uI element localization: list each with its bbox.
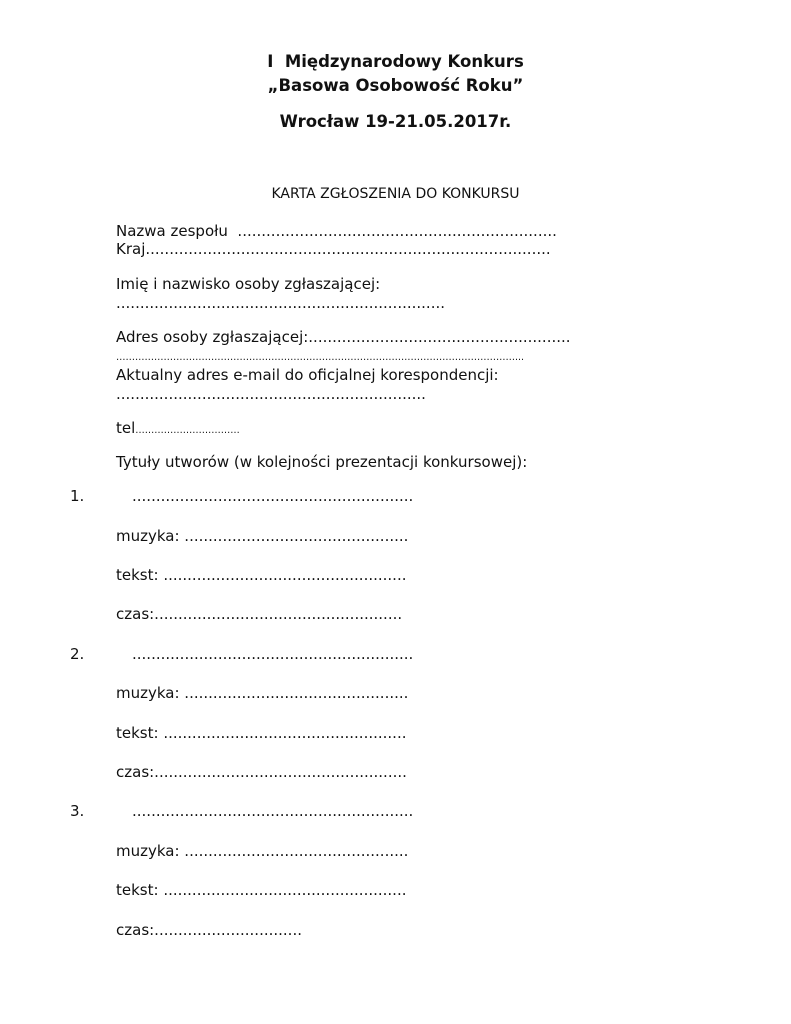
- phone-label: tel: [116, 419, 136, 437]
- phone-field: [116, 419, 240, 437]
- applicant-name-field: .....................................................................: [116, 294, 445, 312]
- work-1-title-field: ...........................................................: [132, 487, 414, 505]
- applicant-name-label: Imię i nazwisko osoby zgłaszającej:: [116, 275, 381, 293]
- work-1-time-field: czas:....................................................: [116, 605, 403, 623]
- work-3-time-field: czas:...............................: [116, 921, 302, 939]
- country-field: Kraj.....................................................................................: [116, 240, 551, 258]
- work-2-time-field: czas:.....................................................: [116, 763, 407, 781]
- work-2-title-field: ...........................................................: [132, 645, 414, 663]
- form-heading: KARTA ZGŁOSZENIA DO KONKURSU: [271, 186, 520, 202]
- work-1-lyrics-field: tekst: ...................................................: [116, 566, 407, 584]
- applicant-address-field: Adres osoby zgłaszającej:.......................................................: [116, 328, 571, 346]
- work-2-lyrics-field: tekst: ...................................................: [116, 724, 407, 742]
- applicant-address-line: ………………………………………………………………………………………………………………...: [116, 352, 525, 363]
- work-1-music-field: muzyka: ...............................................: [116, 527, 409, 545]
- work-2-music-field: muzyka: ...............................................: [116, 684, 409, 702]
- phone-value: ……………………………: [135, 425, 240, 436]
- work-2-number: 2.: [70, 645, 85, 663]
- band-name-field: Nazwa zespołu ...................................................................: [116, 222, 557, 240]
- work-3-number: 3.: [70, 802, 85, 820]
- email-field: .................................................................: [116, 385, 426, 403]
- works-titles-label: Tytuły utworów (w kolejności prezentacji konkursowej):: [116, 453, 528, 471]
- work-3-lyrics-field: tekst: ...................................................: [116, 881, 407, 899]
- email-label: Aktualny adres e-mail do oficjalnej korespondencji:: [116, 366, 499, 384]
- work-3-title-field: ...........................................................: [132, 802, 414, 820]
- work-3-music-field: muzyka: ...............................................: [116, 842, 409, 860]
- title-place-date: Wrocław 19-21.05.2017r.: [279, 112, 512, 131]
- title-competition: I Międzynarodowy Konkurs: [267, 52, 524, 71]
- title-competition-name: „Basowa Osobowość Roku”: [267, 76, 524, 95]
- work-1-number: 1.: [70, 487, 85, 505]
